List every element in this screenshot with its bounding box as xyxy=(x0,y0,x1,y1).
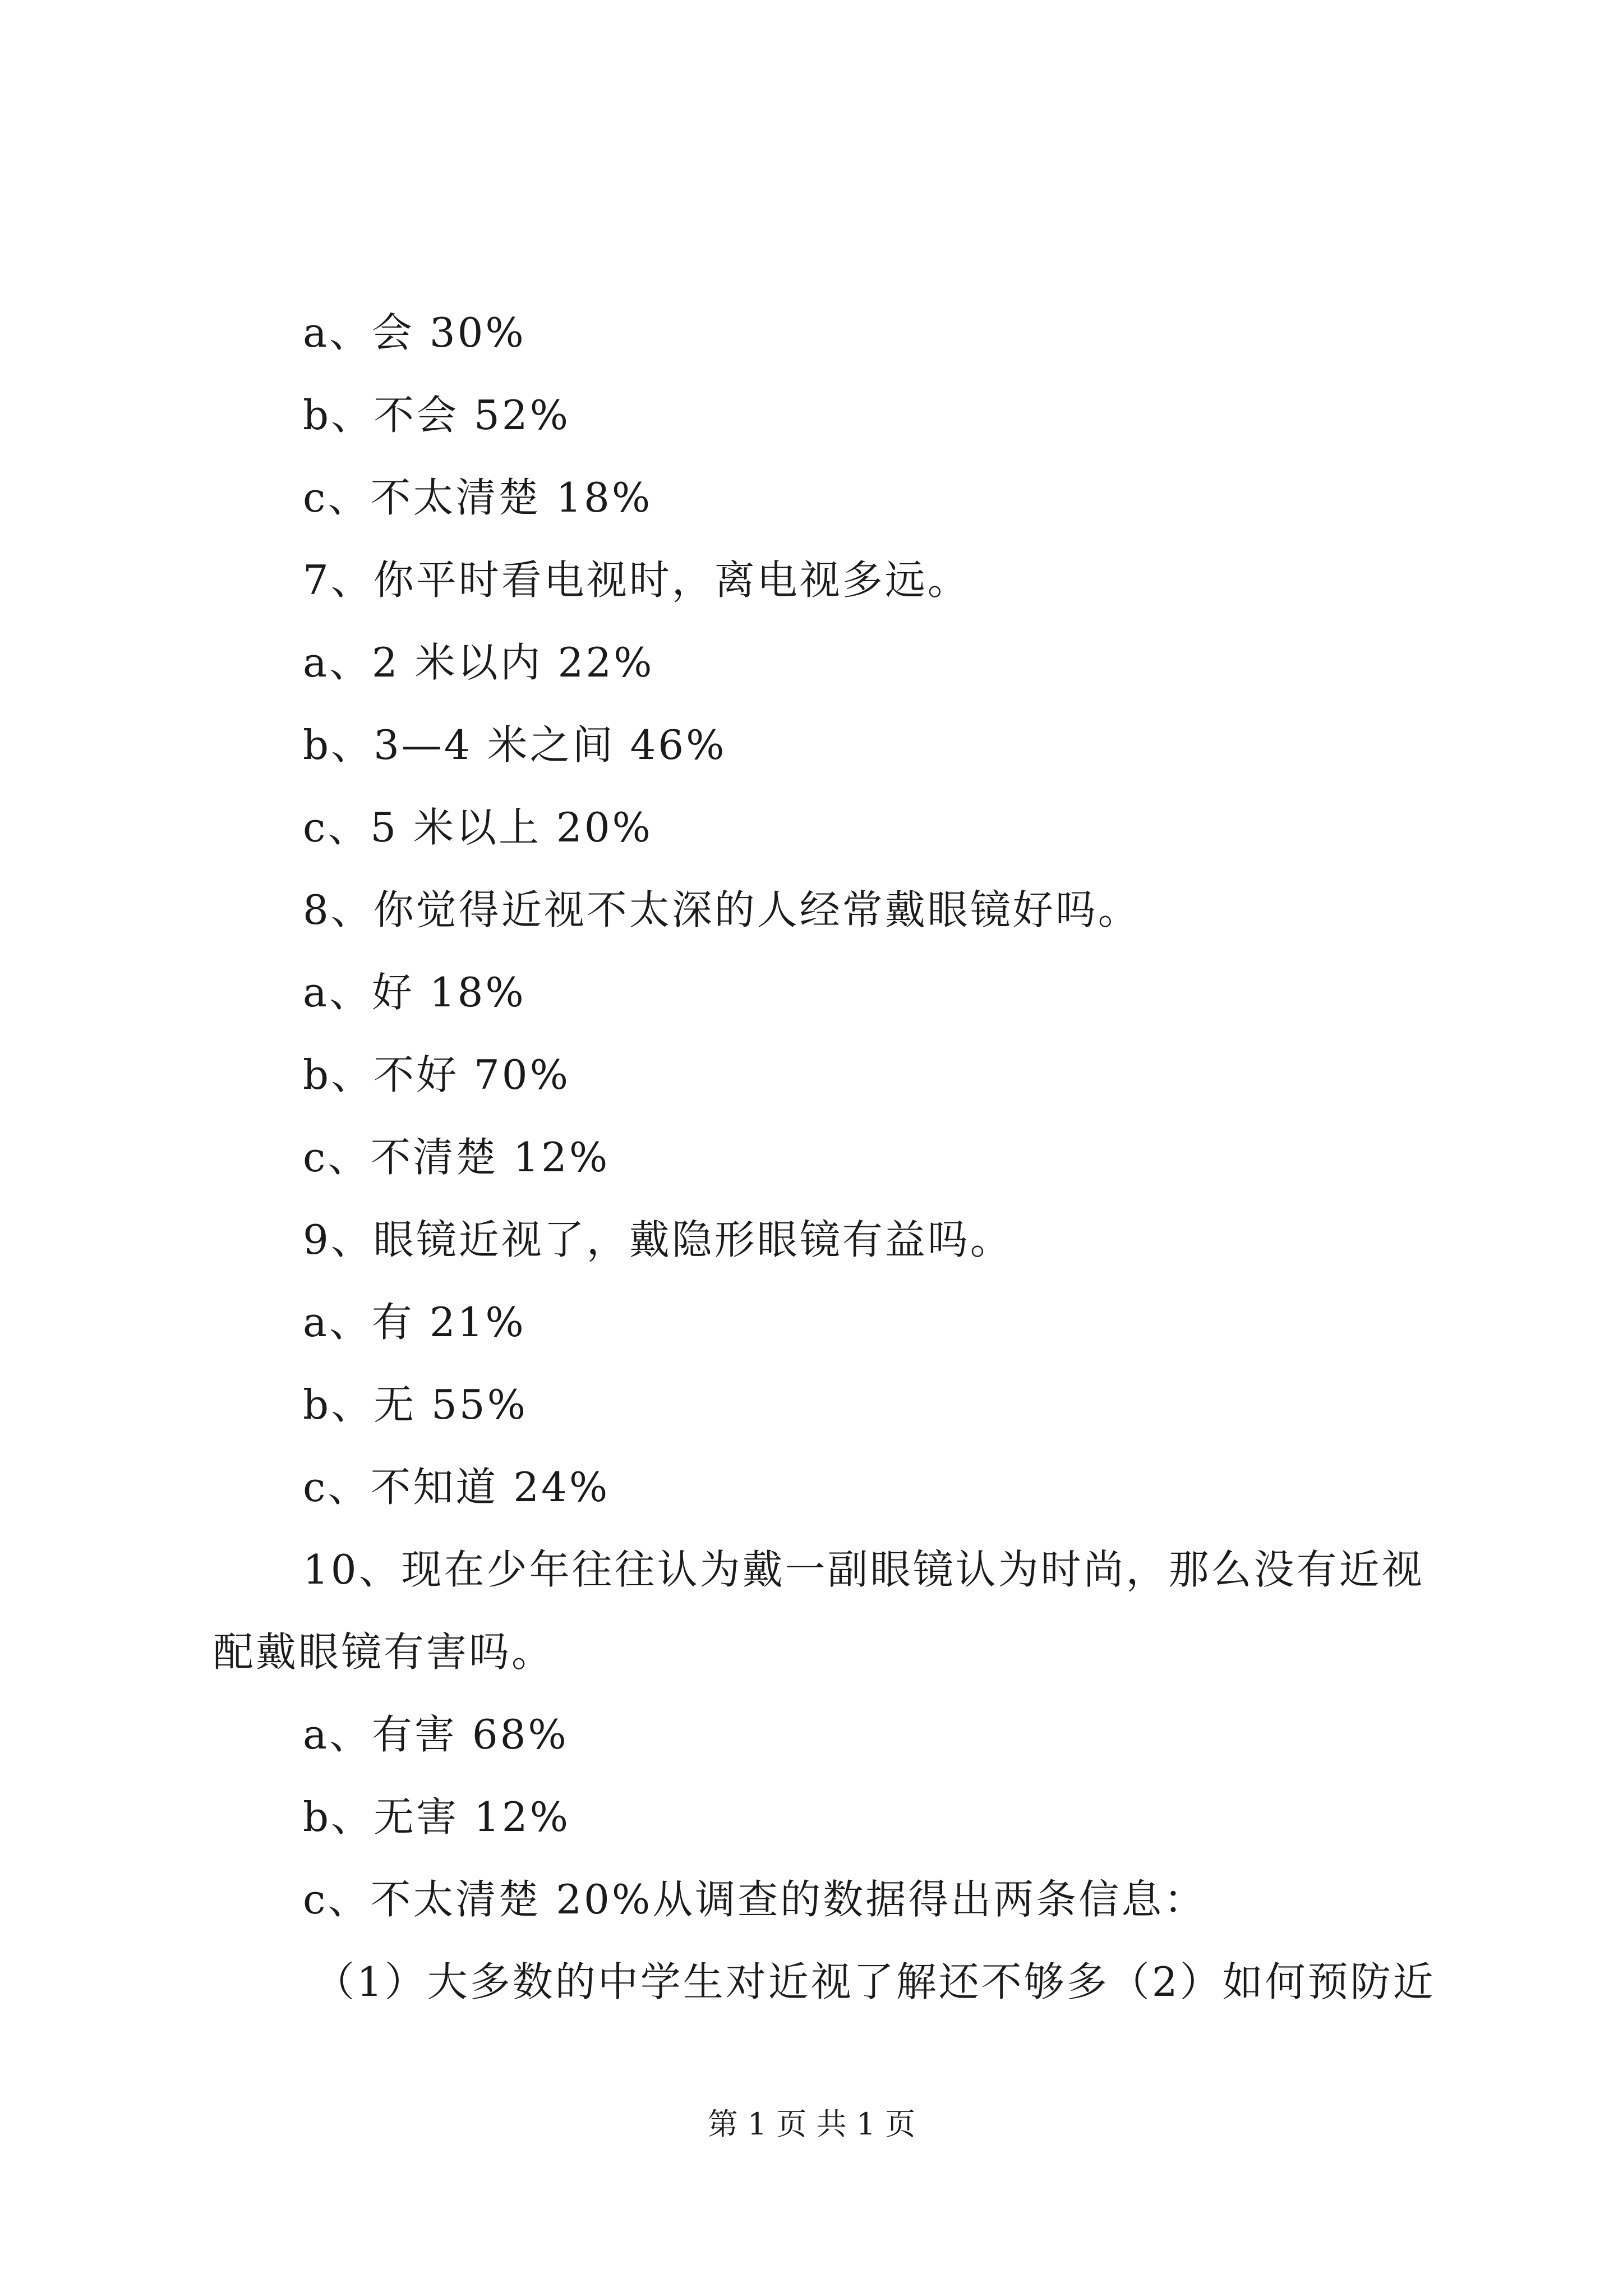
answer-option: b、无 55% xyxy=(303,1381,528,1428)
question-10-continued: 配戴眼镜有害吗。 xyxy=(213,1628,555,1676)
answer-option: a、有 21% xyxy=(303,1299,526,1346)
answer-option: c、不清楚 12% xyxy=(303,1134,610,1181)
answer-option: a、会 30% xyxy=(303,309,526,356)
question-7: 7、你平时看电视时，离电视多远。 xyxy=(303,556,970,604)
answer-option: b、无害 12% xyxy=(303,1793,571,1841)
question-9: 9、眼镜近视了，戴隐形眼镜有益吗。 xyxy=(303,1216,1013,1263)
answer-option-with-summary: c、不太清楚 20%从调查的数据得出两条信息： xyxy=(303,1876,1207,1923)
answer-option: c、5 米以上 20% xyxy=(303,804,653,851)
answer-option: c、不知道 24% xyxy=(303,1464,610,1511)
summary-point: （1）大多数的中学生对近视了解还不够多（2）如何预防近 xyxy=(314,1958,1436,2005)
answer-option: a、好 18% xyxy=(303,969,526,1016)
question-8: 8、你觉得近视不太深的人经常戴眼镜好吗。 xyxy=(303,886,1141,933)
answer-option: a、2 米以内 22% xyxy=(303,639,654,686)
answer-option: c、不太清楚 18% xyxy=(303,474,653,521)
answer-option: b、不好 70% xyxy=(303,1051,571,1098)
answer-option: b、不会 52% xyxy=(303,392,571,439)
question-10: 10、现在少年往往认为戴一副眼镜认为时尚，那么没有近视 xyxy=(303,1546,1424,1593)
document-body xyxy=(213,292,1436,2023)
page-footer: 第 1 页 共 1 页 xyxy=(707,2106,916,2142)
answer-option: a、有害 68% xyxy=(303,1711,569,1758)
answer-option: b、3—4 米之间 46% xyxy=(303,721,727,769)
